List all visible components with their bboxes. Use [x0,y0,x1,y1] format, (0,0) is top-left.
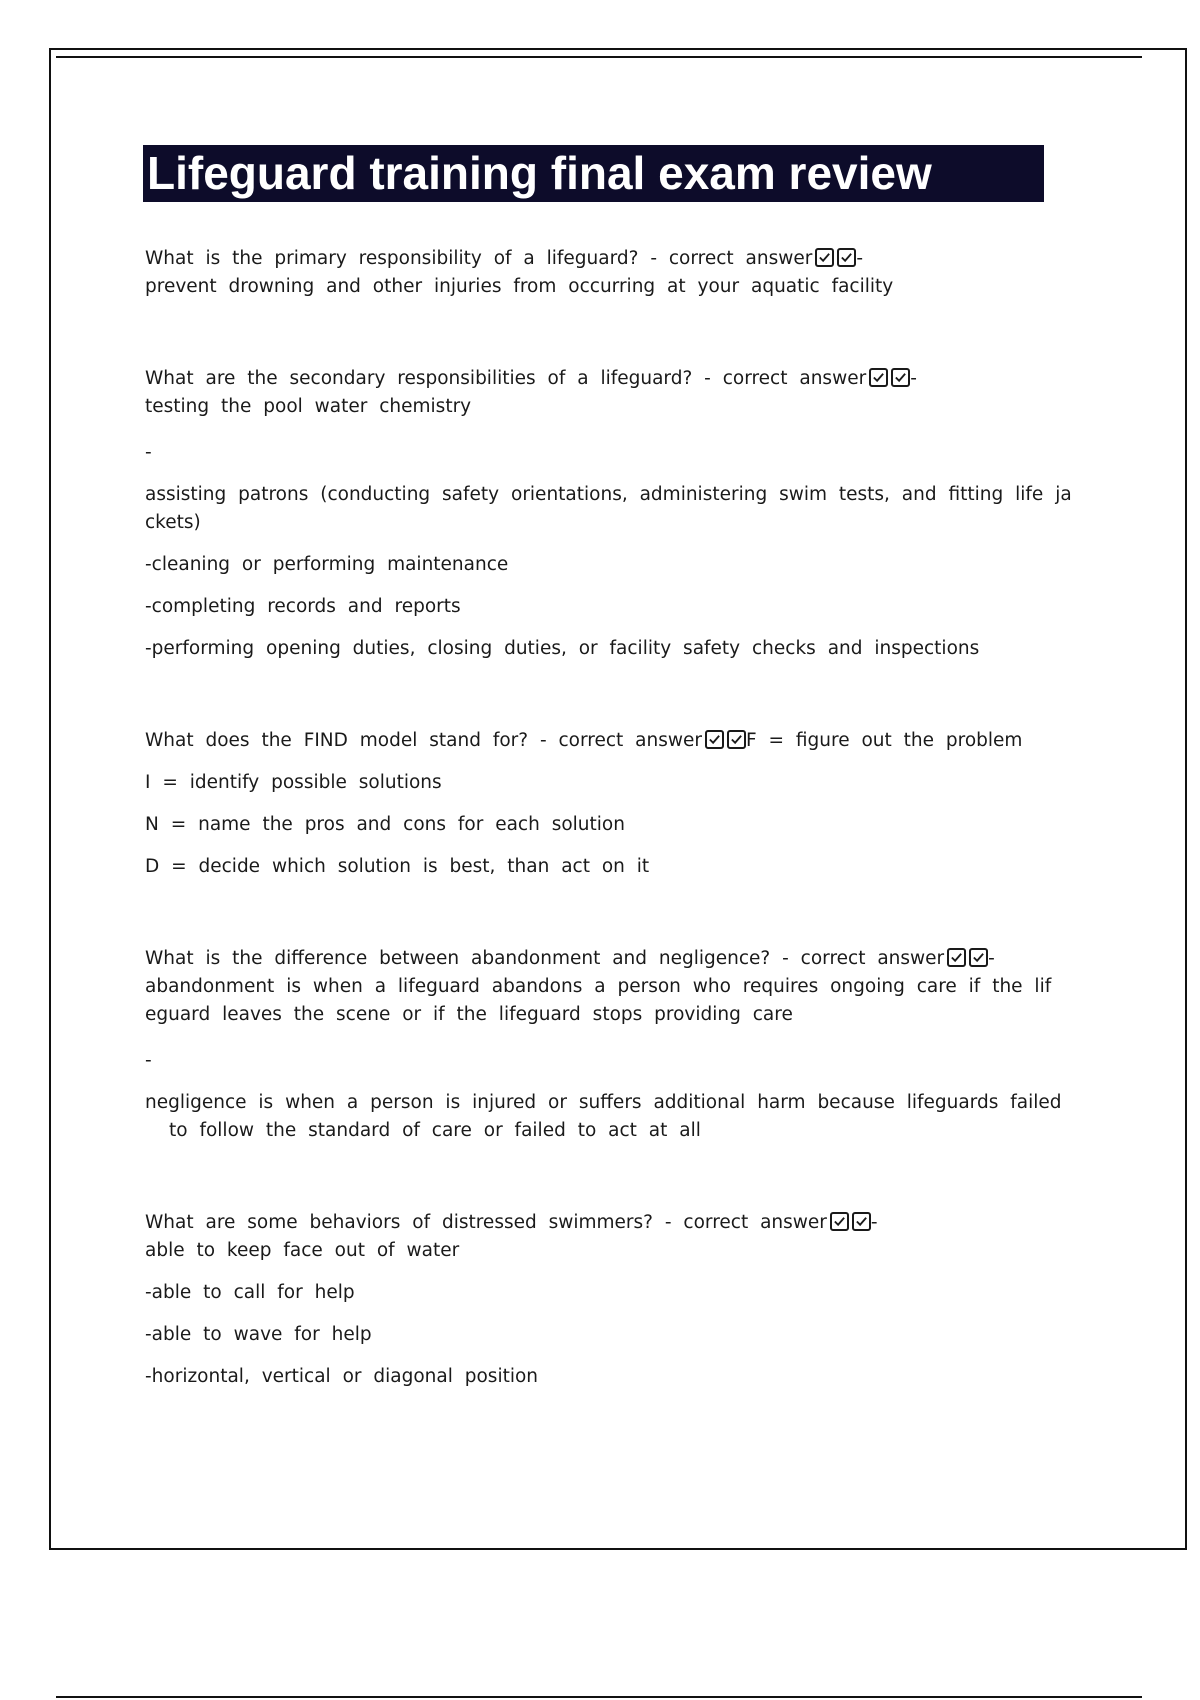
question-line: What are some behaviors of distressed swimmers? - correct answer - [145,1212,878,1233]
answer-item: -completing records and reports [145,596,461,617]
bottom-rule [56,1696,1142,1698]
qa-block [145,365,1083,663]
qa-block [145,245,1083,301]
checkbox-checked-icon [869,368,888,387]
answer-item: -able to wave for help [145,1324,372,1345]
answer-line: eguard leaves the scene or if the lifeguard stops providing care [145,1004,793,1025]
answer-item: -horizontal, vertical or diagonal position [145,1366,539,1387]
checkbox-checked-icon [891,368,910,387]
question-line: What is the primary responsibility of a lifeguard? - correct answer - [145,248,864,269]
checkbox-checked-icon [830,1212,849,1231]
answer-line: to follow the standard of care or failed to act at all [169,1120,701,1141]
checkbox-checked-icon [837,248,856,267]
answer-item: D = decide which solution is best, than act on it [145,856,650,877]
top-rule [56,56,1142,58]
answer-line: testing the pool water chemistry [145,396,472,417]
qa-list [145,245,1083,1391]
answer-line: negligence is when a person is injured or suffers additional harm because lifeguards failed [145,1092,1062,1113]
answer-dash: - [145,442,152,463]
qa-block [145,1209,1083,1391]
qa-block [145,727,1083,881]
checkbox-checked-icon [947,948,966,967]
checkbox-checked-icon [815,248,834,267]
question-line: What are the secondary responsibilities of a lifeguard? - correct answer - [145,368,917,389]
question-line: What is the difference between abandonment and negligence? - correct answer - [145,948,995,969]
answer-line: ckets) [145,512,201,533]
answer-item: -able to call for help [145,1282,355,1303]
answer-line: able to keep face out of water [145,1240,460,1261]
answer-item: -cleaning or performing maintenance [145,554,509,575]
answer-line: prevent drowning and other injuries from occurring at your aquatic facility [145,276,894,297]
checkbox-checked-icon [705,730,724,749]
answer-item: I = identify possible solutions [145,772,442,793]
checkbox-checked-icon [969,948,988,967]
document-title: Lifeguard training final exam review [147,147,932,199]
qa-block [145,945,1083,1145]
answer-line: abandonment is when a lifeguard abandons a person who requires ongoing care if the lif [145,976,1052,997]
answer-item: -performing opening duties, closing duties, or facility safety checks and inspections [145,638,980,659]
answer-dash: - [145,1050,152,1071]
title-banner [143,145,1044,202]
checkbox-checked-icon [727,730,746,749]
answer-item: N = name the pros and cons for each solution [145,814,625,835]
checkbox-checked-icon [852,1212,871,1231]
question-line: What does the FIND model stand for? - correct answer F = figure out the problem [145,730,1023,751]
answer-line: assisting patrons (conducting safety orientations, administering swim tests, and fitting life ja [145,484,1072,505]
